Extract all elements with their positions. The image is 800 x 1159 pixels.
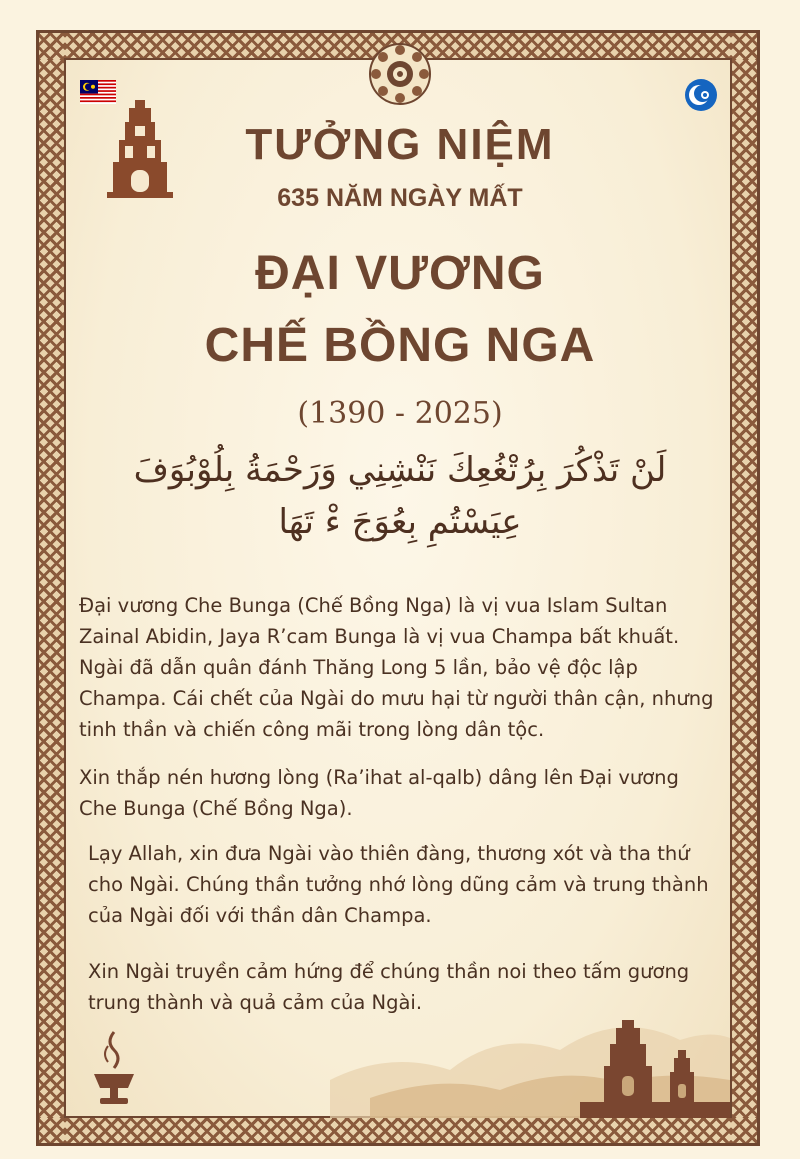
- incense-burner-icon: [92, 1028, 136, 1110]
- paragraph-inspiration: Xin Ngài truyền cảm hứng để chúng thần noi theo tấm gương trung thành và quả cảm của Ngài.: [88, 960, 690, 1014]
- ornamental-rosette-icon: [368, 42, 432, 106]
- arabic-calligraphy-line2: عِيَسْتُمِ بِعُوَجَ ءْ تَهَا: [278, 502, 522, 542]
- heading-commemoration: TƯỞNG NIỆM: [245, 120, 555, 169]
- temple-landscape-illustration: [330, 990, 730, 1118]
- paragraph-biography: Đại vương Che Bunga (Chế Bồng Nga) là vị vua Islam Sultan Zainal Abidin, Jaya R’cam Bunga là vị vua Champa bất khuất. Ngài đã dẫn quân đánh Thăng Long 5 lần, bảo vệ độc lập Champa. Cái chết của Ngài do mưu hại từ người thân cận, nhưng tinh thần và chiến công mãi trong lòng dân tộc.: [79, 594, 714, 741]
- arabic-calligraphy-line1: لَنْ تَذْكُرَ بِرُتْغُعِكَ نَنْشِنِي وَرَحْمَةُ بِلُوْبُوَفَ: [133, 450, 667, 490]
- heading-title-king: ĐẠI VƯƠNG: [255, 247, 545, 300]
- paragraph-incense-offering: Xin thắp nén hương lòng (Ra’ihat al-qalb) dâng lên Đại vương Che Bunga (Chế Bồng Nga).: [79, 766, 679, 820]
- crescent-star-badge-icon: [684, 78, 718, 112]
- paragraph-prayer: Lạy Allah, xin đưa Ngài vào thiên đàng, thương xót và tha thứ cho Ngài. Chúng thần tưởng nhớ lòng dũng cảm và trung thành của Ngài đối với thần dân Champa.: [88, 842, 709, 927]
- heading-king-name: CHẾ BỒNG NGA: [204, 319, 596, 372]
- heading-anniversary: 635 NĂM NGÀY MẤT: [277, 184, 523, 212]
- years-range: (1390 - 2025): [297, 396, 503, 431]
